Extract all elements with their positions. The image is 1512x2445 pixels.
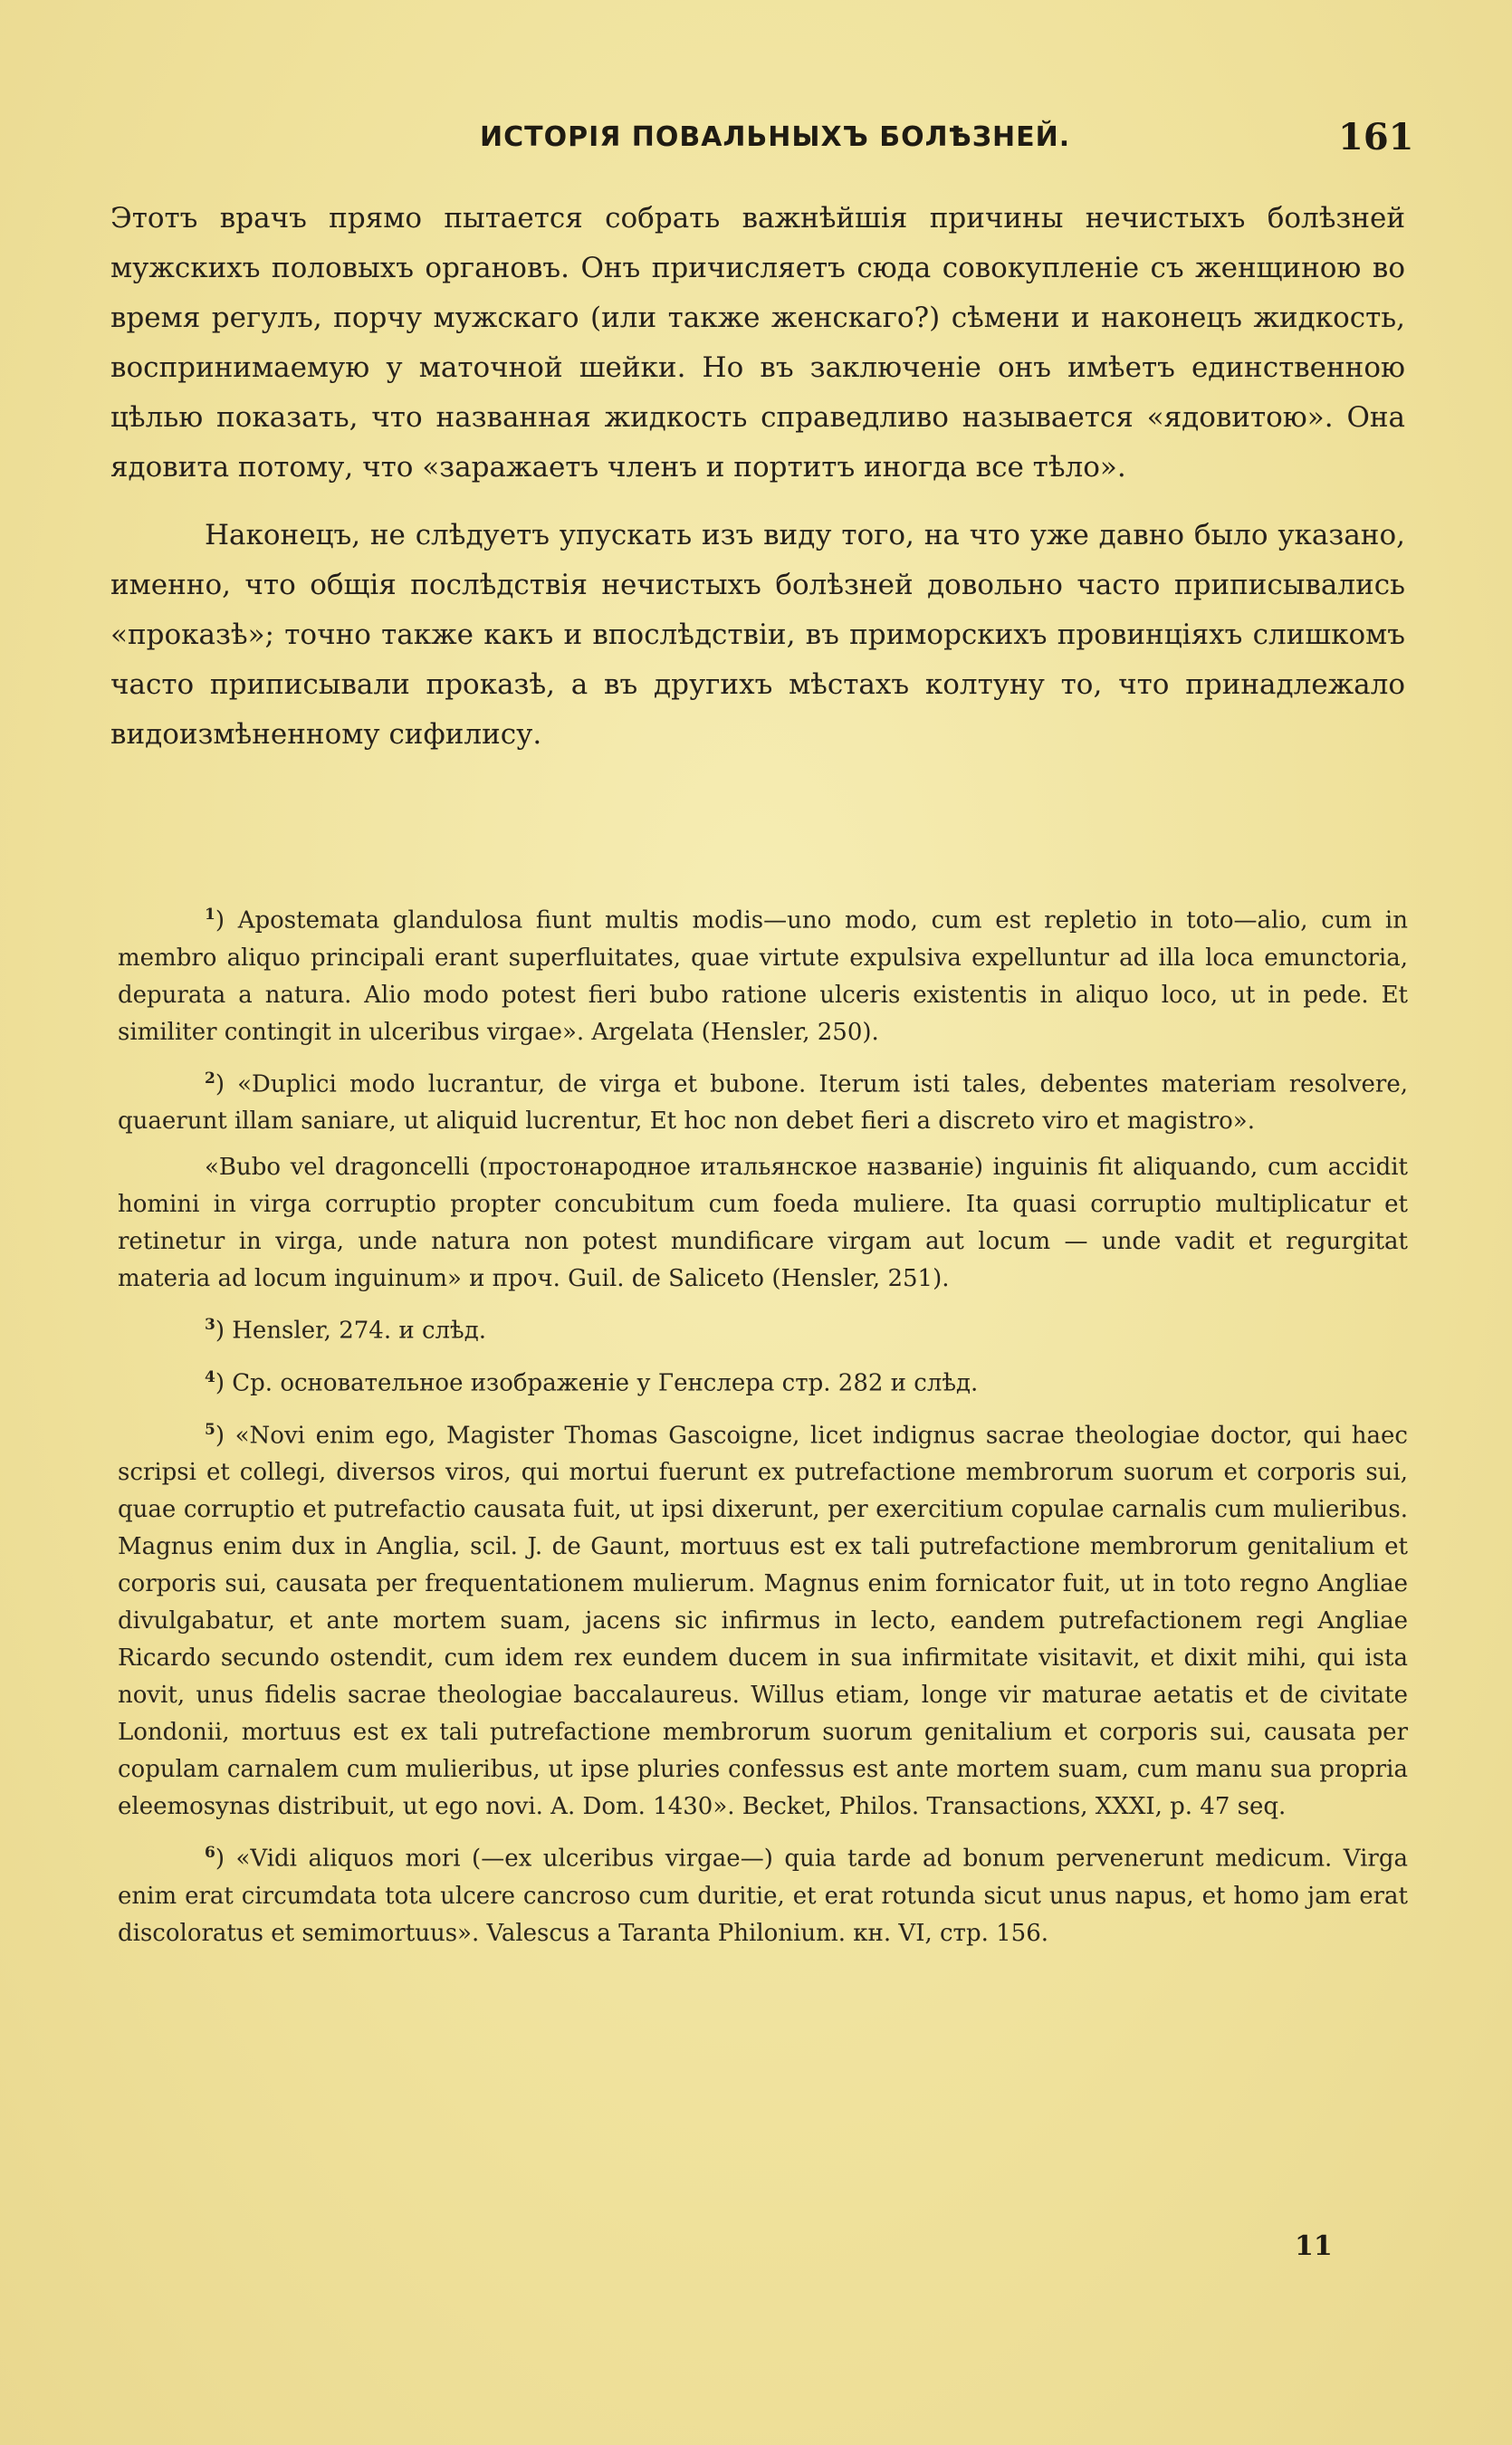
footnote-text: ) «Novi enim ego, Magister Thomas Gascoigne, licet indignus sacrae theologiae doctor, qui haec scripsi et collegi, diversos viros, qui mortui fuerunt ex putrefactione membrorum suorum et corporis sui, quae corruptio et putrefactio causata fuit, ut ipsi dixerunt, per exercitium copulae carnalis cum mulieribus. Magnus enim dux in Anglia, scil. J. de Gaunt, mortuus est ex tali putrefactione membrorum genitalium et corporis sui, causata per frequentationem mulierum. Magnus enim fornicator fuit, ut in toto regno Angliae divulgabatur, et ante mortem suam, jacens sic infirmus in lecto, eandem putrefactionem regi Angliae Ricardo secundo ostendit, cum idem rex eundem ducem in sua infirmitate visitavit, et dixit mihi, qui ista novit, unus fidelis sacrae theologiae baccalaureus. Willus etiam, longe vir maturae aetatis et de civitate Londonii, mortuus est ex tali putrefactione membrorum suorum genitalium et corporis sui, causata per copulam carnalem cum mulieribus, ut ipse pluries confessus est ante mortem suam, cum manu sua propria eleemosynas distribuit, ut ego novi. A. Dom. 1430». Becket, Philos. Transactions, XXXI, p. 47 seq. bbox=[118, 1422, 1408, 1821]
footnote-text: ) Apostemata glandulosa fiunt multis modis—uno modo, cum est repletio in toto—alio, cum in membro aliquo principali erant superfluitates, quae virtute expulsiva expelluntur ad illa loca emunctoria, depurata a natura. Alio modo potest fieri bubo ratione ulceris existentis in aliquo loco, ut in pede. Et similiter contingit in ulceribus virgae». Argelata (Hensler, 250). bbox=[118, 906, 1408, 1046]
body-paragraph: Этотъ врачъ прямо пытается собрать важнѣйшія причины нечистыхъ болѣзней мужскихъ половыхъ органовъ. Онъ причисляетъ сюда совокупленіе съ женщиною во время регулъ, порчу мужскаго (или также женскаго?) сѣмени и наконецъ жидкость, воспринимаемую у маточной шейки. Но въ заключеніе онъ имѣетъ единственною цѣлью показать, что названная жидкость справедливо называется «ядовитою». Она ядовита потому, что «заражаетъ членъ и портитъ иногда все тѣло». bbox=[110, 202, 1405, 484]
footnote bbox=[118, 1060, 1408, 1141]
footnote-text: ) Ср. основательное изображеніе у Генслера стр. 282 и слѣд. bbox=[215, 1369, 979, 1397]
footnote bbox=[118, 1835, 1408, 1952]
footnote-mark: 6 bbox=[205, 1844, 215, 1863]
footnote bbox=[118, 1307, 1408, 1350]
footnote-mark: 1 bbox=[205, 906, 215, 924]
footnote bbox=[118, 1149, 1408, 1298]
footnote bbox=[118, 896, 1408, 1051]
footnote bbox=[118, 1359, 1408, 1403]
footnote-text: «Bubo vel dragoncelli (простонародное итальянское названіе) inguinis fit aliquando, cum accidit homini in virga corruptio propter concubitum cum foeda muliere. Ita quasi corruptio multiplicatur et retinetur in virga, unde natura non potest mundificare virgam aut locum — unde vadit et regurgitat materia ad locum inguinum» и проч. Guil. de Saliceto (Hensler, 251). bbox=[118, 1154, 1408, 1293]
footnote-text: ) «Duplici modo lucrantur, de virga et bubone. Iterum isti tales, debentes materiam resolvere, quaerunt illam saniare, ut aliquid lucrentur, Et hoc non debet fieri a discreto viro et magistro». bbox=[118, 1070, 1408, 1136]
body-paragraph: Наконецъ, не слѣдуетъ упускать изъ виду того, на что уже давно было указано, именно, что общія послѣдствія нечистыхъ болѣзней довольно часто приписывались «проказѣ»; точно также какъ и впослѣдствіи, въ приморскихъ провинціяхъ слишкомъ часто приписывали проказѣ, а въ другихъ мѣстахъ колтуну то, что принадлежало видоизмѣненному сифилису. bbox=[110, 519, 1405, 751]
main-text bbox=[110, 194, 1405, 778]
footnote-text: ) Hensler, 274. и слѣд. bbox=[215, 1317, 486, 1345]
footnote-mark: 4 bbox=[205, 1367, 215, 1386]
footnote bbox=[118, 1412, 1408, 1827]
page-number: 161 bbox=[1338, 116, 1414, 158]
page-header bbox=[0, 116, 1512, 161]
footnote-text: ) «Vidi aliquos mori (—ex ulceribus virgae—) quia tarde ad bonum pervenerunt medicum. Virga enim erat circumdata tota ulcere cancroso cum duritie, et erat rotunda sicut unus napus, et homo jam erat discoloratus et semimortuus». Valescus a Taranta Philonium. кн. VI, стр. 156. bbox=[118, 1845, 1408, 1947]
footnote-mark: 3 bbox=[205, 1316, 215, 1335]
signature-mark: 11 bbox=[1295, 2230, 1333, 2262]
footnotes bbox=[118, 896, 1408, 1961]
footnote-mark: 2 bbox=[205, 1069, 215, 1088]
footnote-mark: 5 bbox=[205, 1420, 215, 1439]
running-title: ИСТОРІЯ ПОВАЛЬНЫХЪ БОЛѢЗНЕЙ. bbox=[480, 121, 1071, 153]
